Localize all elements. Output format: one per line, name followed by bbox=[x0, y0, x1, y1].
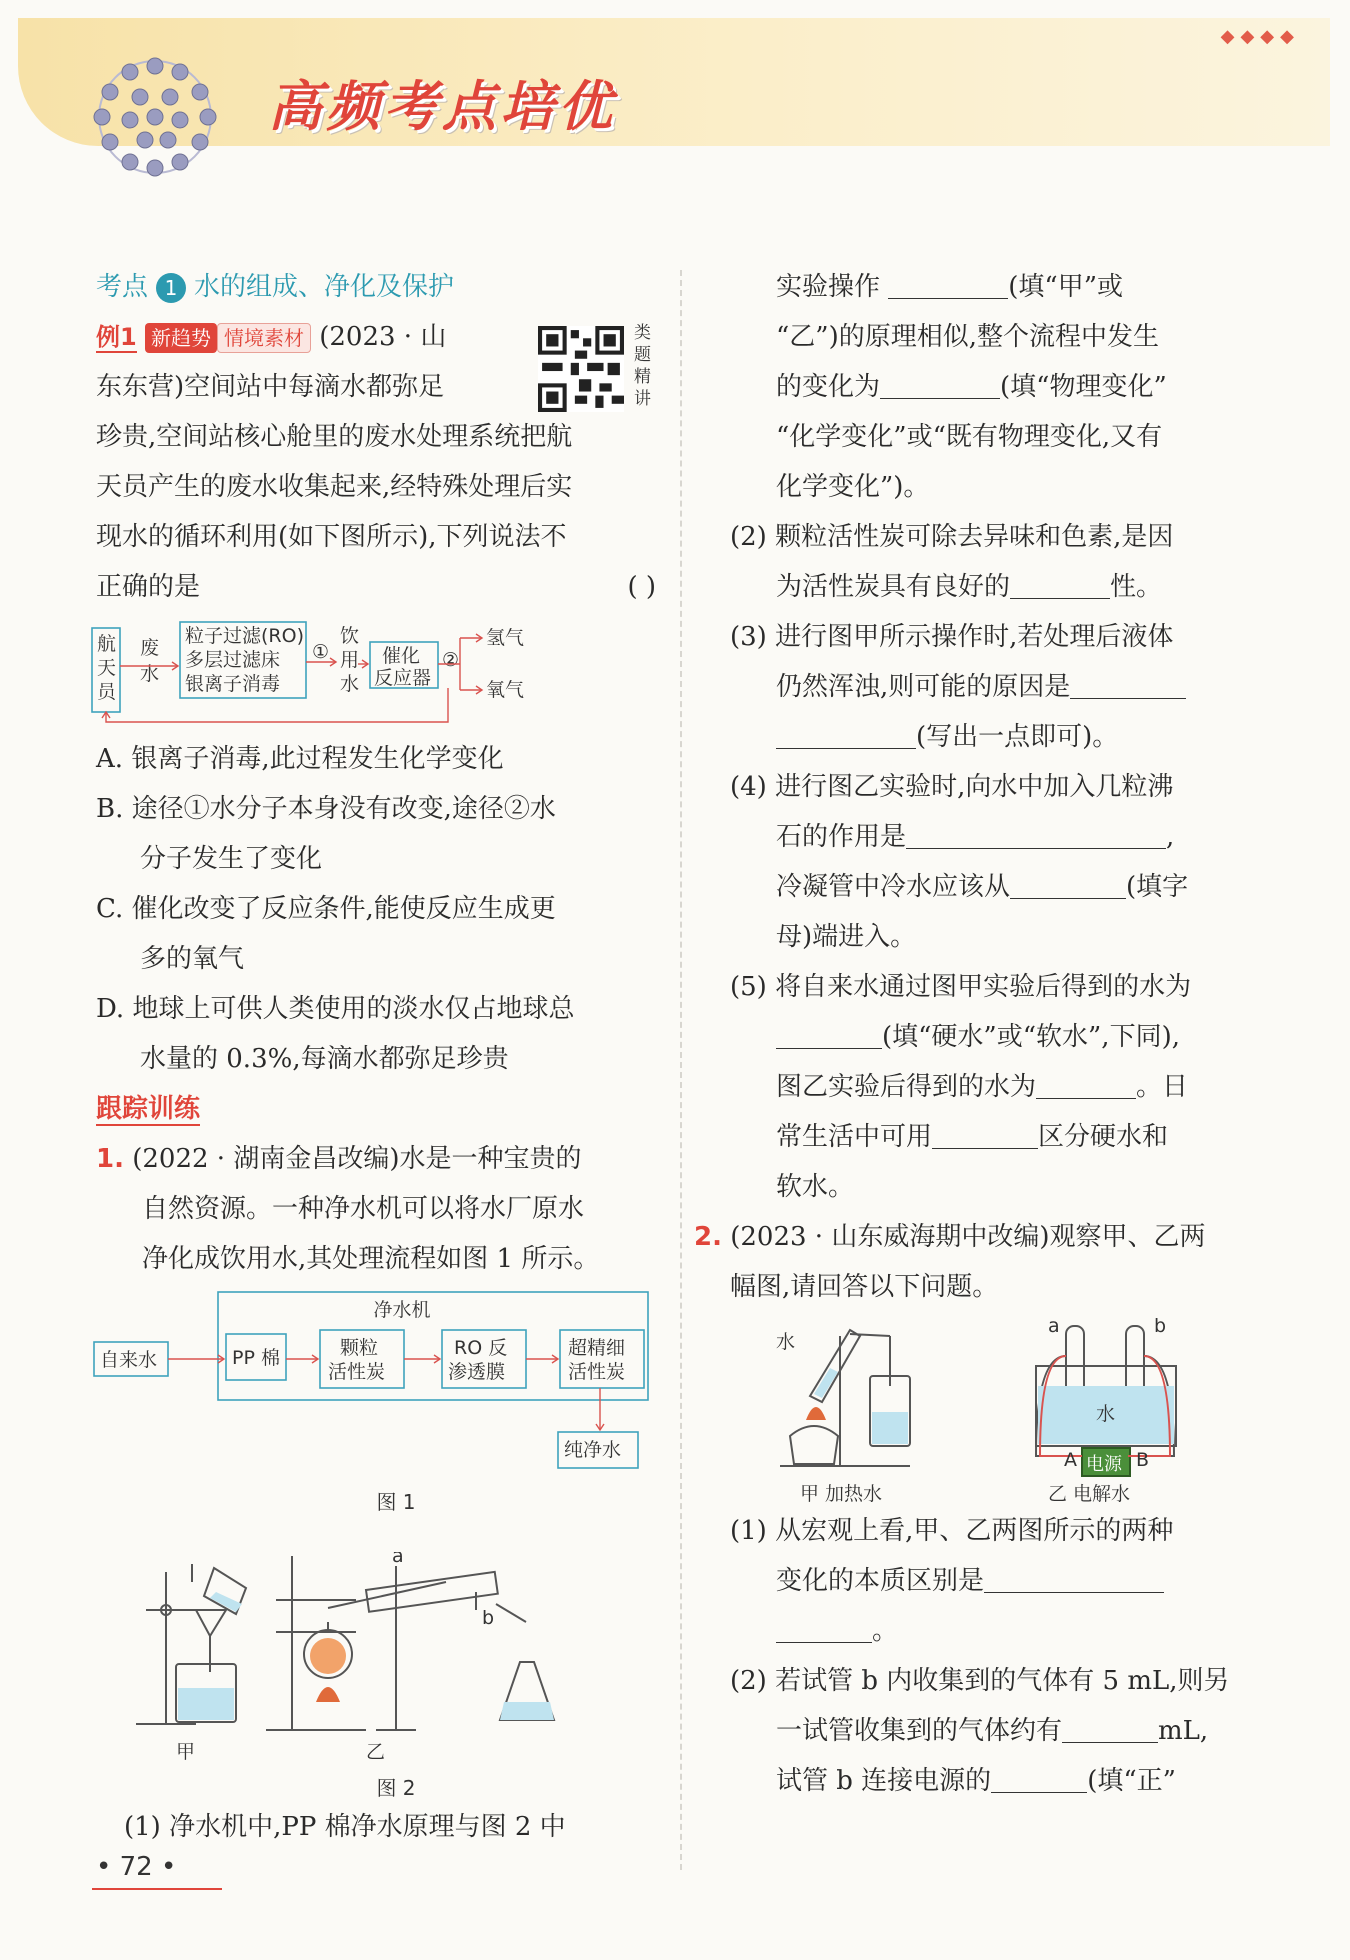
flow-node-astronaut: 航 bbox=[97, 633, 117, 655]
trend-badge: 新趋势 bbox=[145, 323, 217, 353]
context-badge: 情境素材 bbox=[217, 323, 311, 353]
flow-route-1: ① bbox=[312, 641, 330, 663]
answer-blank[interactable] bbox=[1010, 568, 1110, 599]
fig2-caption-jia: 甲 bbox=[176, 1741, 196, 1763]
qr-code-icon bbox=[538, 326, 624, 412]
flow-node-wastewater: 水 bbox=[140, 663, 160, 685]
fig1-stage-fine-carbon: 活性炭 bbox=[568, 1361, 626, 1383]
q2-fig-water-label: 水 bbox=[776, 1331, 796, 1353]
q1-sub5: (5) 将自来水通过图甲实验后得到的水为 bbox=[730, 972, 1192, 1002]
option-a bbox=[96, 734, 656, 784]
option-b-cont: 分子发生了变化 bbox=[140, 844, 323, 874]
fig1-stage-ro: RO 反 bbox=[454, 1337, 508, 1359]
fig2-caption-yi: 乙 bbox=[366, 1741, 386, 1763]
qr-label-char: 讲 bbox=[634, 389, 651, 409]
flow-route-2: ② bbox=[442, 649, 460, 671]
fig2-label-a: a bbox=[392, 1552, 404, 1567]
flow-node-drinking-water: 水 bbox=[340, 673, 360, 695]
q1-line: 自然资源。一种净水机可以将水厂原水 bbox=[142, 1194, 585, 1224]
fig1-output: 纯净水 bbox=[564, 1439, 622, 1461]
q2-line bbox=[694, 1212, 1270, 1262]
answer-blank[interactable] bbox=[776, 718, 916, 749]
q1-sub3-cont bbox=[730, 712, 1270, 762]
text: 一试管收集到的气体约有 bbox=[776, 1716, 1063, 1746]
text: (填“硬水”或“软水”,下同), bbox=[882, 1022, 1180, 1052]
text: (填字 bbox=[1126, 872, 1189, 902]
answer-blank[interactable] bbox=[1010, 868, 1126, 899]
text: 。日 bbox=[1136, 1072, 1189, 1102]
q1-number: 1. bbox=[96, 1144, 124, 1174]
text: 区分硬水和 bbox=[1038, 1122, 1169, 1152]
text: (写出一点即可)。 bbox=[916, 722, 1119, 752]
column-divider bbox=[680, 270, 682, 1870]
q1-sub1-left bbox=[96, 1802, 566, 1852]
flow-node-filter: 银离子消毒 bbox=[185, 673, 281, 695]
flow-node-reactor: 催化 bbox=[382, 645, 421, 667]
q2-sub2-cont bbox=[730, 1706, 1270, 1756]
q2-sub1-cont bbox=[730, 1556, 1270, 1606]
option-label: A. bbox=[96, 744, 124, 774]
q2-fig-label-b: b bbox=[1154, 1316, 1167, 1337]
text: 。 bbox=[872, 1616, 899, 1646]
q2-fig-label-a: a bbox=[1048, 1316, 1060, 1337]
text: (填“甲”或 bbox=[1008, 272, 1124, 302]
fig1-stage-ro: 渗透膜 bbox=[448, 1361, 506, 1383]
example-line: 东东营)空间站中每滴水都弥足 bbox=[96, 372, 445, 402]
text: mL, bbox=[1158, 1716, 1209, 1746]
text: 实验操作 bbox=[776, 272, 881, 302]
q1-line bbox=[96, 1134, 656, 1184]
q2-line: 幅图,请回答以下问题。 bbox=[730, 1272, 999, 1302]
flow-node-astronaut: 员 bbox=[97, 681, 117, 703]
q1-sub4: (4) 进行图乙实验时,向水中加入几粒沸 bbox=[730, 772, 1174, 802]
option-b bbox=[96, 784, 656, 834]
left-column bbox=[96, 262, 656, 1842]
kaodian-number: 1 bbox=[156, 273, 186, 303]
answer-blank[interactable] bbox=[1062, 1712, 1158, 1743]
fig1-caption: 图 1 bbox=[376, 1490, 416, 1514]
q1-sub2-cont bbox=[730, 562, 1270, 612]
page-number: • 72 • bbox=[96, 1852, 177, 1882]
fig2-label-b: b bbox=[482, 1607, 495, 1629]
text: 的变化为 bbox=[776, 372, 881, 402]
tracking-title: 跟踪训练 bbox=[96, 1094, 201, 1124]
text: 为活性炭具有良好的 bbox=[776, 572, 1011, 602]
q1-sub5-cont bbox=[730, 1012, 1270, 1062]
decorative-marks-icon: ◆◆◆◆ bbox=[1220, 26, 1300, 47]
answer-blank[interactable] bbox=[880, 368, 1000, 399]
molecule-logo-icon bbox=[90, 52, 220, 182]
fig1-stage-pp: PP 棉 bbox=[232, 1347, 280, 1369]
qr-label-char: 精 bbox=[634, 367, 651, 387]
flow-node-reactor: 反应器 bbox=[374, 667, 432, 689]
text: 仍然浑浊,则可能的原因是 bbox=[776, 672, 1071, 702]
fig1-input: 自来水 bbox=[100, 1349, 158, 1371]
q1-sub5-cont: 软水。 bbox=[776, 1172, 855, 1202]
text: 变化的本质区别是 bbox=[776, 1566, 985, 1596]
text: 图乙实验后得到的水为 bbox=[776, 1072, 1037, 1102]
answer-blank[interactable] bbox=[776, 1612, 872, 1643]
q1-sub4-cont: 母)端进入。 bbox=[776, 922, 917, 952]
figure2-filtration-distillation bbox=[96, 1552, 656, 1782]
q1-sub3: (3) 进行图甲所示操作时,若处理后液体 bbox=[730, 622, 1174, 652]
q2-fig-label-B: B bbox=[1136, 1449, 1150, 1471]
answer-blank[interactable] bbox=[991, 1762, 1087, 1793]
text: , bbox=[1166, 822, 1175, 852]
text: 常生活中可用 bbox=[776, 1122, 933, 1152]
flow-node-drinking-water: 用 bbox=[340, 649, 360, 671]
example-tag: 例1 bbox=[96, 323, 137, 351]
q1-sub1-cont bbox=[730, 262, 1270, 312]
q2-sub2: (2) 若试管 b 内收集到的气体有 5 mL,则另 bbox=[730, 1666, 1230, 1696]
flow-node-filter: 多层过滤床 bbox=[185, 649, 281, 671]
option-text: 催化改变了反应条件,能使反应生成更 bbox=[131, 894, 556, 924]
qr-label bbox=[634, 322, 656, 410]
q2-fig-label-A: A bbox=[1064, 1449, 1077, 1471]
answer-blank[interactable] bbox=[1070, 668, 1186, 699]
q2-number: 2. bbox=[694, 1222, 722, 1252]
fig2-caption: 图 2 bbox=[376, 1776, 416, 1800]
example-source: (2023 · 山 bbox=[319, 322, 447, 352]
q1-sub1-text: (1) 净水机中,PP 棉净水原理与图 2 中 bbox=[124, 1812, 566, 1842]
answer-blank[interactable] bbox=[906, 818, 1166, 849]
q1-sub2: (2) 颗粒活性炭可除去异味和色素,是因 bbox=[730, 522, 1174, 552]
kaodian-heading bbox=[96, 262, 656, 312]
example-line: 现水的循环利用(如下图所示),下列说法不 bbox=[96, 522, 567, 552]
example-last-text: 正确的是 bbox=[96, 572, 201, 602]
answer-blank[interactable] bbox=[984, 1562, 1164, 1593]
option-d-cont: 水量的 0.3%,每滴水都弥足珍贵 bbox=[140, 1044, 509, 1074]
q2-fig-caption-yi: 乙 电解水 bbox=[1048, 1483, 1131, 1505]
answer-paren: ( ) bbox=[627, 572, 656, 602]
q1-text: (2022 · 湖南金昌改编)水是一种宝贵的 bbox=[132, 1144, 582, 1174]
text: (填“物理变化” bbox=[1000, 372, 1167, 402]
flow-output-oxygen: 氧气 bbox=[486, 679, 525, 701]
header-title: 高频考点培优 bbox=[268, 75, 616, 138]
q2-sub1: (1) 从宏观上看,甲、乙两图所示的两种 bbox=[730, 1516, 1174, 1546]
figure1-purifier-flow bbox=[92, 1288, 652, 1488]
kaodian-topic: 水的组成、净化及保护 bbox=[194, 272, 455, 302]
qr-label-char: 类 bbox=[634, 323, 651, 343]
q2-sub1-cont bbox=[730, 1606, 1270, 1656]
option-d bbox=[96, 984, 656, 1034]
fig1-stage-carbon: 颗粒 bbox=[340, 1337, 379, 1359]
text: 冷凝管中冷水应该从 bbox=[776, 872, 1011, 902]
fig1-stage-carbon: 活性炭 bbox=[328, 1361, 386, 1383]
flow-node-filter: 粒子过滤(RO) bbox=[185, 625, 304, 647]
qr-label-char: 题 bbox=[634, 345, 651, 365]
q2-text: (2023 · 山东威海期中改编)观察甲、乙两 bbox=[730, 1222, 1206, 1252]
text: 试管 b 连接电源的 bbox=[776, 1766, 992, 1796]
page-number-underline bbox=[92, 1888, 222, 1890]
fig1-machine-label: 净水机 bbox=[373, 1299, 431, 1321]
option-text: 地球上可供人类使用的淡水仅占地球总 bbox=[132, 994, 575, 1024]
q1-sub4-cont bbox=[730, 812, 1270, 862]
q1-sub1-cont: “化学变化”或“既有物理变化,又有 bbox=[776, 422, 1163, 452]
example-last-line bbox=[96, 562, 656, 612]
q2-fig-power: 电源 bbox=[1086, 1454, 1122, 1475]
answer-blank[interactable] bbox=[1036, 1068, 1136, 1099]
q2-sub2-cont bbox=[730, 1756, 1270, 1806]
right-column bbox=[694, 262, 1270, 1806]
q2-heating-electrolysis-figure bbox=[730, 1316, 1270, 1506]
example-line: 珍贵,空间站核心舱里的废水处理系统把航 bbox=[96, 422, 573, 452]
q1-sub3-cont bbox=[730, 662, 1270, 712]
flow-node-drinking-water: 饮 bbox=[340, 625, 360, 647]
option-c bbox=[96, 884, 656, 934]
answer-blank[interactable] bbox=[888, 268, 1008, 299]
example-line: 天员产生的废水收集起来,经特殊处理后实 bbox=[96, 472, 573, 502]
q1-sub1-cont bbox=[730, 362, 1270, 412]
q1-line: 净化成饮用水,其处理流程如图 1 所示。 bbox=[142, 1244, 600, 1274]
option-text: 银离子消毒,此过程发生化学变化 bbox=[131, 744, 504, 774]
text: (填“正” bbox=[1087, 1766, 1176, 1796]
option-label: B. bbox=[96, 794, 124, 824]
q1-sub1-cont: 化学变化”)。 bbox=[776, 472, 930, 502]
fig1-stage-fine-carbon: 超精细 bbox=[568, 1337, 626, 1359]
kaodian-label: 考点 bbox=[96, 272, 149, 302]
waste-water-flow-diagram bbox=[90, 618, 650, 728]
option-label: D. bbox=[96, 994, 125, 1024]
option-text: 途径①水分子本身没有改变,途径②水 bbox=[131, 794, 556, 824]
q1-sub4-cont bbox=[730, 862, 1270, 912]
q1-sub5-cont bbox=[730, 1062, 1270, 1112]
option-c-cont: 多的氧气 bbox=[140, 944, 245, 974]
answer-blank[interactable] bbox=[932, 1118, 1038, 1149]
q2-fig-water2: 水 bbox=[1096, 1403, 1116, 1425]
tracking-heading bbox=[96, 1084, 656, 1134]
option-label: C. bbox=[96, 894, 124, 924]
answer-blank[interactable] bbox=[776, 1018, 882, 1049]
q1-sub1-cont: “乙”)的原理相似,整个流程中发生 bbox=[776, 322, 1159, 352]
q2-fig-caption-jia: 甲 加热水 bbox=[800, 1483, 883, 1505]
text: 性。 bbox=[1110, 572, 1163, 602]
text: 石的作用是 bbox=[776, 822, 907, 852]
flow-node-astronaut: 天 bbox=[97, 657, 117, 679]
flow-output-hydrogen: 氢气 bbox=[486, 627, 525, 649]
flow-node-wastewater: 废 bbox=[140, 637, 160, 659]
q1-sub5-cont bbox=[730, 1112, 1270, 1162]
